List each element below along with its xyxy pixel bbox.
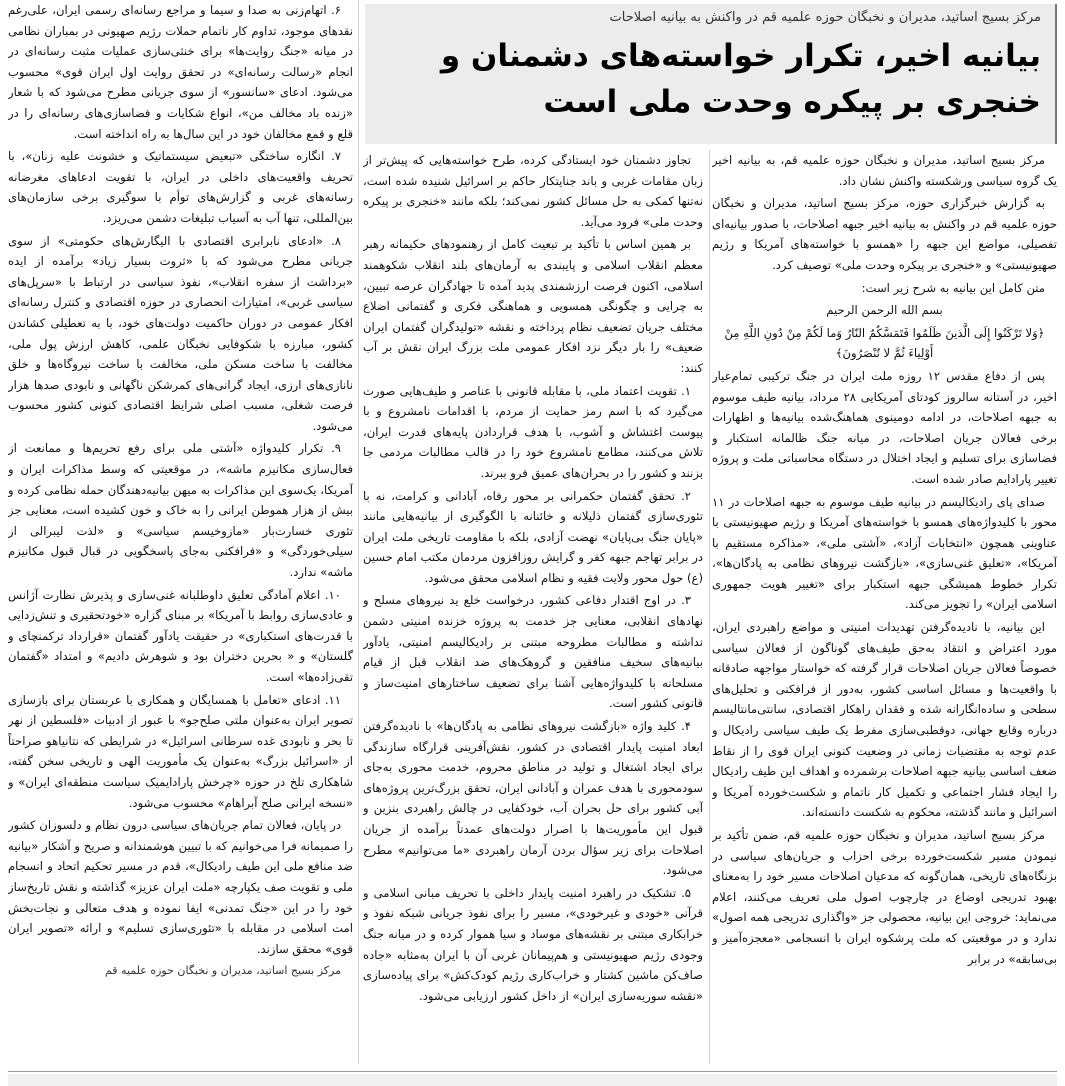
signature: مرکز بسیج اساتید، مدیران و نخبگان حوزه علمیه قم — [104, 964, 341, 978]
numbered-item: ۱۰. اعلام آمادگی تعلیق داوطلبانه غنی‌سازی و پذیرش نظارت آژانس و عادی‌سازی روابط با آمریکا» بر مبنای گزاره «خودتحقیری و تنش‌زدایی با قدرت‌های استکباری» در حقیقت یادآور گفتمان «قرارداد ترکمنچای و گلستان» و « بحرین دختران بود و شوهرش دادیم» و امتداد «گفتمان تقی‌زاده‌ها» است. — [8, 587, 353, 684]
paragraph: پس از دفاع مقدس ۱۲ روزه ملت ایران در جنگ ترکیبی تمام‌عیار اخیر، در آستانه سالروز کودتای آمریکایی ۲۸ مرداد، بیانیه طیف موسوم به جبهه اصلاحات، در ادامه دومینوی هماهنگ‌شده بیانیه‌ها و اظهارات برخی فعالان جریان اصلاحات، در میانه جنگ ظالمانه استکبار و فضاسازی برای تسلیم و ایجاد اختلال در دستگاه محاسباتی ملت و پروژه تغییر پارادایم صادر شده است. — [712, 368, 1057, 486]
numbered-item: ۹. تکرار کلیدواژه «آشتی ملی برای رفع تحریم‌ها و ممانعت از فعال‌سازی مکانیزم ماشه»، در موقعیتی که وسط مذاکرات ایران و آمریکا، یک‌سوی این مذاکرات به میهن بیانیه‌دهندگان حمله نظامی کرده و بیش از هزار هموطن ایرانی را به خاک و خون کشیده است، معنایی جز تئوری خسارت‌بار «مازوخیسم سیاسی» و «لذت لیبرالی از سیلی‌خوردگی» و «فرافکنی به‌جای پاسخگویی در قبال قبول مکانیزم ماشه» ندارد. — [8, 441, 353, 580]
numbered-item: ۲. تحقق گفتمان حکمرانی بر محور رفاه، آبادانی و کرامت، نه با تئوری‌سازی گفتمان ذلیلانه و خائنانه با الگوگیری از بیانیه‌هایی مانند «پایان جنگ بی‌پایان» نهضت آزادی، بلکه با مقاومت تاریخی ملت ایران در برابر تهاجم جبهه کفر و گرایش روزافزون مردمان مکتب امام حسین (ع) حول محور ولایت فقیه و نظام اسلامی محقق می‌شود. — [363, 488, 703, 585]
numbered-item: ۸. «ادعای نابرابری اقتصادی با الیگارش‌های حکومتی» از سوی جریانی مطرح می‌شود که با «ثروت بسیار زیاد» برآمده از ایده «برداشت از سفره انقلاب»، نفوذ سیاسی در ارتباط با «سرپل‌های سیاسی غربی»، امتیازات انحصاری در حوزه اقتصادی و کنترل رسانه‌ای افکار عمومی در دوران حاکمیت دولت‌های خود، با به تعطیلی کشاندن کشور، مبارزه با شکوفایی نخبگان علمی، کاهش ارزش پول ملی، مخالفت با ساخت مسکن ملی، مخالفت با ساخت نیروگاه‌ها و خلق نانازی‌های ارزی، ایجاد گرانی‌های کمرشکن ناگهانی و نابودی صدها هزار فرصت شغلی، مسبب اصلی شرایط اقتصادی کنونی کشور محسوب می‌شود. — [8, 233, 353, 433]
numbered-item: ۶. اتهام‌زنی به صدا و سیما و مراجع رسانه‌ای رسمی ایران، علی‌رغم نقدهای موجود، تداوم کار ناتمام حملات رژیم صهیونی در بمباران نظامی در میانه «جنگ روایت‌ها» برای خنثی‌سازی عملیات مثبت رسانه‌ای در انجام «رسالت رسانه‌ای» در تحقق روایت اول ایران قوی» محسوب می‌شود. ادعای «سانسور» از سوی جریانی مطرح می‌شود که با شعار «زنده باد مخالف من»، انواع شکایات و فضاسازی‌های رسانه‌ای را در قلع و قمع مخالفان خود در این سال‌ها به راه انداخته است. — [8, 3, 353, 141]
article-column-3 — [8, 0, 353, 1064]
closing-paragraph: در پایان، فعالان تمام جریان‌های سیاسی درون نظام و دلسوزان کشور را صمیمانه فرا می‌خوانیم که با تبیین هوشمندانه و صریح و آشکار «بیانیه ضد منافع ملی این طیف رادیکال»، قدم در مسیر تحکیم اتحاد و انسجام ملی و تقویت صف یکپارچه «ملت ایران عزیز» گذاشته و نقش تاریخ‌ساز خود را در این «جنگ تمدنی» ایفا نموده و هدف متعالی و نجات‌بخش امت اسلامی در مقابله با «تئوری‌سازی تسلیم» و ارائه «تصویر ایران قوی» محقق سازند. — [8, 818, 353, 956]
numbered-item: ۵. تشکیک در راهبرد امنیت پایدار داخلی با تحریف مبانی اسلامی و قرآنی «خودی و غیرخودی»، مسیر را برای نفوذ جریانی شبکه نفوذ و خرابکاری مبتنی بر نقشه‌های موساد و سیا هموار کرده و در میانه جنگ وجودی رژیم صهیونیستی و هم‌پیمانان غربی آن با ایران به‌مثابه «جاده صاف‌کن ماشین کشتار و خراب‌کاری رژیم کودک‌کش» برای پیاده‌سازی «نقشه سوریه‌سازی ایران» از داخل کشور ارزیابی می‌شود. — [363, 885, 703, 1003]
paragraph: صدای پای رادیکالیسم در بیانیه طیف موسوم به جبهه اصلاحات در ۱۱ محور با کلیدواژه‌های همسو با خواسته‌های آمریکا و رژیم صهیونیستی با عناوینی همچون «انتخابات آزاد»، «آشتی ملی»، «مذاکره مستقیم با آمریکا»، «تعلیق غنی‌سازی»، «بازگشت نیروهای نظامی به پادگان‌ها»، تکرار خطوط همیشگی جبهه استکبار برای «تغییر هویت جمهوری اسلامی ایران» را تجویز می‌کند. — [712, 494, 1057, 612]
paragraph: مرکز بسیج اساتید، مدیران و نخبگان حوزه علمیه قم، ضمن تأکید بر نیمودن مسیر شکست‌خورده برخی احزاب و جریان‌های سیاسی در بزنگاه‌های تاریخی، همان‌گونه که مدعیان اصلاحات مسیر خود را به‌معنای بهبود تدریجی اوضاع در چارچوب اصول ملی تعریف می‌کنند، اعلام می‌نماید: خروجی این بیانیه، محصولی جز «واگذاری تدریجی همه اصول» ندارد و در موقعیتی که ملت پرشکوه ایران با انسجامی «معجزه‌آمیز و بی‌سابقه» در برابر — [712, 828, 1057, 966]
paragraph: مرکز بسیج اساتید، مدیران و نخبگان حوزه علمیه قم، به بیانیه اخیر یک گروه سیاسی ورشکسته واکنش نشان داد. — [712, 153, 1057, 188]
paragraph: متن کامل این بیانیه به شرح زیر است: — [861, 280, 1045, 295]
paragraph: این بیانیه، با نادیده‌گرفتن تهدیدات امنیتی و مواضع راهبردی ایران، مورد اعتراض و انتقاد به‌حق طیف‌های گوناگون از فعالان سیاسی خصوصاً فعالان جریان اصلاحات قرار گرفته که خواستار مواجهه صادقانه با واقعیت‌ها و مسائل اساسی کشور، به‌دور از فرافکنی و تحلیل‌های سطحی و ساده‌انگارانه شده و فقدان راهکار اقتصادی، سانتی‌مانتالیسم درباره وقایع جهانی، دوقطبی‌سازی مفرط یک طیف سیاسی رادیکال و عدم توجه به مقتضیات زمانی در وضعیت کنونی ایران قوی را از نقاط ضعف اساسی بیانیه جبهه اصلاحات برشمرده و اهداف این طیف رادیکال را ایجاد فشار اجتماعی و تکمیل کار ناتمام و شکست‌خورده آمریکا و اسرائیل و مانند گذشته، محکوم به شکست دانسته‌اند. — [712, 620, 1057, 820]
numbered-item: ۱۱. ادعای «تعامل با همسایگان و همکاری با عربستان برای بازسازی تصویر ایران به‌عنوان ملتی صلح‌جو» با عبور از ادبیات «فلسطین از نهر تا بحر و نابودی غده سرطانی اسرائیل» در شرایطی که نتانیاهو صراحتاً از «اسرائیل بزرگ» به‌عنوان یک مأموریت الهی و تاریخی سخن گفته، شاهکاری تلخ در حوزه «چرخش پارادایمیک سیاست منطقه‌ای ایران» و «نسخه ایرانی صلح آبراهام» محسوب می‌شود. — [8, 692, 353, 810]
numbered-item: ۴. کلید واژه «بازگشت نیروهای نظامی به پادگان‌ها» با نادیده‌گرفتن ابعاد امنیت پایدار اقتصادی در کشور، نقش‌آفرینی قرارگاه سازندگی برای ایجاد اشتغال و تولید در مناطق محروم، خدمت محوری به‌جای سودمحوری با هدف عمران و آبادانی ایران، تحقق بزرگ‌ترین پروژه‌های آبی کشور برای حل بحران آب، خودکفایی در چالش راهبردی بنزین و قبول این مأموریت‌ها با اصرار دولت‌های عمدتاً برآمده از جریان اصلاحات برای زیر سؤال بردن آرمان راهبردی «ما می‌توانیم» مطرح می‌شود. — [363, 719, 703, 878]
page-title: بیانیه اخیر، تکرار خواسته‌های دشمنان و خنجری بر پیکره وحدت ملی است — [440, 38, 1041, 120]
article-column-2 — [363, 150, 703, 1064]
kicker: مرکز بسیج اساتید، مدیران و نخبگان حوزه علمیه قم در واکنش به بیانیه اصلاحات — [609, 10, 1041, 25]
numbered-item: ۷. انگاره ساختگی «تبعیض سیستماتیک و خشونت علیه زنان»، با تحریف واقعیت‌های داخلی در ایران، با تقویت ادعاهای مغرضانه رسانه‌های غربی و گزارش‌های توأم با سوگیری برخی سازمان‌های بین‌المللی، تنها آب به آسیاب تبلیغات دشمن می‌ریزد. — [8, 149, 353, 225]
basmala: بسم الله الرحمن الرحیم — [826, 303, 943, 318]
quran-verse: ﴿وَلا تَرْکَنُوا إِلَی الَّذینَ ظَلَمُوا فَتَمَسَّکُمُ النّارُ وَما لَکُمْ مِنْ دُونِ اللَّهِ مِنْ أَوْلِیاءَ ثُمَّ لا تُنْصَرُونَ﴾ — [724, 325, 1045, 361]
paragraph: بر همین اساس با تأکید بر تبعیت کامل از رهنمودهای حکیمانه رهبر معظم انقلاب اسلامی و پایبندی به آرمان‌های بلند انقلاب شکوهمند اسلامی، اکنون فرصت ارزشمندی پدید آمده تا جهادگران عرصه تبیین، به چرایی و چگونگی همسویی و هماهنگی فکری و گفتمانی اضلاع مختلف جریان تضعیف نظام پرداخته و نقشه «تولیدگران گفتمان ایران ضعیف» را بار دیگر نزد افکار عمومی ملت بزرگ ایران نقش بر آب کنند: — [363, 237, 703, 375]
paragraph: به گزارش خبرگزاری حوزه، مرکز بسیج اساتید، مدیران و نخبگان حوزه علمیه قم در واکنش به بیانیه اخیر جبهه اصلاحات، با صدور بیانیه‌ای تفصیلی، مواضع این جبهه را «همسو با خواسته‌های آمریکا و رژیم صهیونیستی» و «خنجری بر پیکره وحدت ملی» توصیف کرد. — [712, 196, 1057, 272]
paragraph: تجاوز دشمنان خود ایستادگی کرده، طرح خواسته‌هایی که پیش‌تر از زبان مقامات غربی و باند جنایتکار حاکم بر اسرائیل شنیده شده است، نه‌تنها کمکی به حل مسائل کشور نمی‌کند؛ بلکه مانند «خنجری بر پیکره وحدت ملی» فرود می‌آید. — [363, 153, 703, 229]
bottom-rule — [8, 1071, 1057, 1072]
bottom-strip — [8, 1074, 1057, 1086]
column-divider — [358, 0, 359, 1064]
column-divider — [709, 150, 710, 1064]
numbered-item: ۳. در اوج اقتدار دفاعی کشور، درخواست خلع ید نیروهای مسلح و نهادهای انقلابی، معنایی جز خدمت به پروژه خزنده امنیتی دشمن نداشته و مطالبات مطروحه مبتنی بر رادیکالیسم امنیتی، یادآور بیانیه‌های سخیف منافقین و گروهک‌های ضد انقلاب قبل از قیام مسلحانه با کلیدواژه‌هایی آشنا برای تضعیف ساختارهای امنیت‌ساز و قانونی کشور است. — [363, 593, 703, 711]
article-column-1 — [712, 150, 1057, 1064]
numbered-item: ۱. تقویت اعتماد ملی، با مقابله قانونی با عناصر و طیف‌هایی صورت می‌گیرد که با اسم رمز حمایت از مردم، با اقدامات نامشروع و با پیوست اغتشاش و آشوب، با هدف قراردادن پایه‌های قدرت ایران، تلاش می‌کنند، مطامع نامشروع خود را در قالب مطالبات مردمی جا بزنند و کشور را در بحران‌های عمیق فرو ببرند. — [363, 383, 703, 480]
headline-box — [365, 4, 1057, 144]
